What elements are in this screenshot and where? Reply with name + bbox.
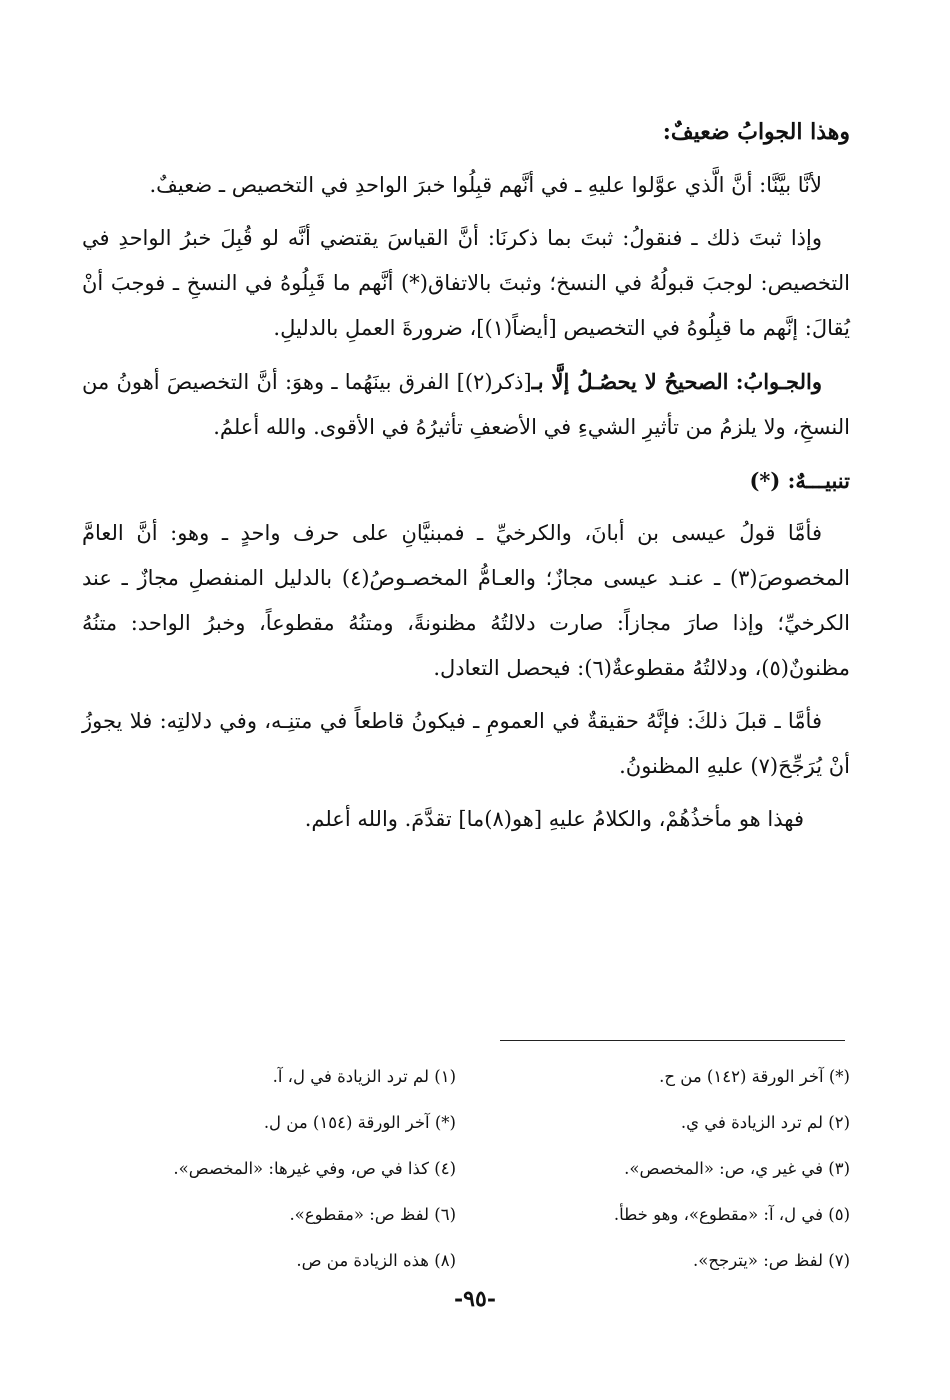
paragraph-3 bbox=[82, 359, 850, 450]
paragraph-5: فأمَّا ـ قبلَ ذلكَ: فإنَّهُ حقيقةٌ في العمومِ ـ فيكونُ قاطعاً في متنِـه، وفي دلالتِه: فلا يجوزُ أنْ يُرَجِّحَ(٧) عليهِ المظنونُ. bbox=[82, 709, 850, 778]
footnote-item: (٦) لفظ ص: «مقطوع». bbox=[289, 1205, 456, 1224]
footnote-divider bbox=[500, 1040, 845, 1041]
paragraph-1: لأنَّا بيَّنَّا: أنَّ الَّذي عوَّلوا عليهِ ـ في أنَّهم قبِلُوا خبرَ الواحدِ في التخصيص ـ ضعيفٌ. bbox=[149, 173, 822, 197]
page-number: -٩٥- bbox=[454, 1286, 496, 1312]
footnote-item: (٨) هذه الزيادة من ص. bbox=[296, 1251, 456, 1270]
footnote-item: (٥) في ل، آ: «مقطوع»، وهو خطأ. bbox=[613, 1205, 850, 1224]
footnote-item: (١) لم ترد الزيادة في ل، آ. bbox=[272, 1067, 456, 1086]
paragraph-6: فهذا هو مأخذُهُمْ، والكلامُ عليهِ [هو(٨)ما] تقدَّمَ. والله أعلم. bbox=[304, 807, 804, 831]
footnote-item: (٤) كذا في ص، وفي غيرها: «المخصص». bbox=[173, 1159, 456, 1178]
answer-text: [ذكر(٢)] الفرق بينَهُما ـ وهوَ: أنَّ التخصيصَ أهونُ من النسخِ، ولا يلزمُ من تأثيرِ الشيءِ في الأضعفِ تأثيرُهُ في الأقوى. والله أعلمُ. bbox=[82, 370, 850, 439]
footnote-item: (*) آخر الورقة (١٥٤) من ل. bbox=[263, 1113, 456, 1132]
section-heading: وهذا الجوابُ ضعيفٌ: bbox=[662, 119, 850, 145]
answer-bold-text: الصحيحُ لا يحصُـلُ إلَّا بـ bbox=[531, 369, 729, 394]
paragraph-4: فأمَّا قولُ عيسى بن أبانَ، والكرخيِّ ـ فمبنيَّانِ على حرف واحدٍ ـ وهو: أنَّ العامَّ المخصوصَ(٣) ـ عنـد عيسى مجازٌ؛ والعـامُّ المخصـوصُ(٤) بالدليل المنفصلِ مجازٌ ـ عند الكرخيِّ؛ وإذا صارَ مجازاً: صارت دلالتُهُ مظنونةً، ومتنُهُ مقطوعاً، وخبرُ الواحد: متنُهُ مظنونٌ(٥)، ودلالتُهُ مقطوعةٌ(٦): فيحصل التعادل. bbox=[82, 521, 850, 680]
footnote-item: (*) آخر الورقة (١٤٢) من ح. bbox=[659, 1067, 850, 1086]
footnote-item: (٢) لم ترد الزيادة في ي. bbox=[680, 1113, 850, 1132]
note-heading: تنبيـــهٌ: (*) bbox=[749, 468, 850, 493]
main-text bbox=[82, 110, 850, 850]
footnotes bbox=[82, 1054, 850, 1284]
footnote-item: (٣) في غير ي، ص: «المخصص». bbox=[624, 1159, 850, 1178]
footnote-item: (٧) لفظ ص: «يترجح». bbox=[693, 1251, 850, 1270]
paragraph-2: وإذا ثبتَ ذلك ـ فنقولُ: ثبتَ بما ذكرنَا: أنَّ القياسَ يقتضي أنَّه لو قُبِلَ خبرُ الواحدِ في التخصيص: لوجبَ قبولُهُ في النسخ؛ وثبتَ بالاتفاق(*) أنَّهم ما قَبِلُوهُ في النسخِ ـ فوجبَ أنْ يُقالَ: إنَّهم ما قبِلُوهُ في التخصيص [أيضاً(١)]، ضرورةَ العملِ بالدليلِ. bbox=[82, 226, 850, 340]
answer-label: والجـوابُ: bbox=[735, 369, 822, 394]
